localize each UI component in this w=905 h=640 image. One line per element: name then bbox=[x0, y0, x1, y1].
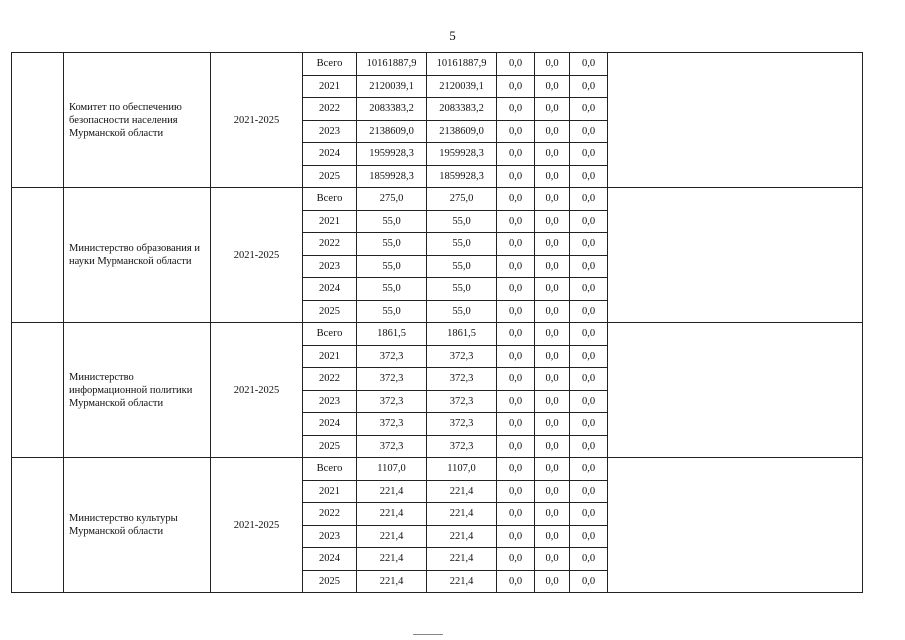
total-cell: 221,4 bbox=[357, 480, 427, 503]
federal-cell: 0,0 bbox=[497, 300, 535, 323]
year-cell: 2023 bbox=[303, 120, 357, 143]
total-cell: 372,3 bbox=[357, 345, 427, 368]
table-row bbox=[12, 458, 863, 481]
total-cell: 221,4 bbox=[357, 503, 427, 526]
other-cell: 0,0 bbox=[570, 255, 608, 278]
local-cell: 0,0 bbox=[535, 503, 570, 526]
local-cell: 0,0 bbox=[535, 368, 570, 391]
other-cell: 0,0 bbox=[570, 300, 608, 323]
other-cell: 0,0 bbox=[570, 165, 608, 188]
regional-cell: 372,3 bbox=[427, 345, 497, 368]
other-cell: 0,0 bbox=[570, 210, 608, 233]
federal-cell: 0,0 bbox=[497, 53, 535, 76]
other-cell: 0,0 bbox=[570, 53, 608, 76]
notes-cell bbox=[608, 458, 863, 593]
year-cell: 2021 bbox=[303, 345, 357, 368]
regional-cell: 221,4 bbox=[427, 480, 497, 503]
period-cell: 2021-2025 bbox=[211, 458, 303, 593]
total-cell: 10161887,9 bbox=[357, 53, 427, 76]
total-cell: 372,3 bbox=[357, 413, 427, 436]
total-cell: 55,0 bbox=[357, 255, 427, 278]
year-cell: 2022 bbox=[303, 233, 357, 256]
page-number: 5 bbox=[449, 28, 456, 43]
local-cell: 0,0 bbox=[535, 188, 570, 211]
federal-cell: 0,0 bbox=[497, 548, 535, 571]
year-cell: 2025 bbox=[303, 570, 357, 593]
other-cell: 0,0 bbox=[570, 345, 608, 368]
year-cell: Всего bbox=[303, 323, 357, 346]
year-cell: 2021 bbox=[303, 480, 357, 503]
federal-cell: 0,0 bbox=[497, 165, 535, 188]
local-cell: 0,0 bbox=[535, 255, 570, 278]
row-number-cell bbox=[12, 458, 64, 593]
local-cell: 0,0 bbox=[535, 53, 570, 76]
budget-table bbox=[11, 52, 863, 593]
federal-cell: 0,0 bbox=[497, 458, 535, 481]
other-cell: 0,0 bbox=[570, 98, 608, 121]
total-cell: 55,0 bbox=[357, 278, 427, 301]
total-cell: 372,3 bbox=[357, 390, 427, 413]
regional-cell: 1959928,3 bbox=[427, 143, 497, 166]
federal-cell: 0,0 bbox=[497, 188, 535, 211]
year-cell: 2023 bbox=[303, 390, 357, 413]
other-cell: 0,0 bbox=[570, 323, 608, 346]
total-cell: 2138609,0 bbox=[357, 120, 427, 143]
year-cell: 2024 bbox=[303, 548, 357, 571]
regional-cell: 10161887,9 bbox=[427, 53, 497, 76]
regional-cell: 221,4 bbox=[427, 570, 497, 593]
local-cell: 0,0 bbox=[535, 525, 570, 548]
regional-cell: 2120039,1 bbox=[427, 75, 497, 98]
local-cell: 0,0 bbox=[535, 390, 570, 413]
regional-cell: 55,0 bbox=[427, 300, 497, 323]
table-body bbox=[12, 53, 863, 593]
local-cell: 0,0 bbox=[535, 98, 570, 121]
local-cell: 0,0 bbox=[535, 570, 570, 593]
federal-cell: 0,0 bbox=[497, 480, 535, 503]
local-cell: 0,0 bbox=[535, 210, 570, 233]
federal-cell: 0,0 bbox=[497, 525, 535, 548]
total-cell: 1861,5 bbox=[357, 323, 427, 346]
total-cell: 1959928,3 bbox=[357, 143, 427, 166]
federal-cell: 0,0 bbox=[497, 75, 535, 98]
year-cell: Всего bbox=[303, 458, 357, 481]
local-cell: 0,0 bbox=[535, 413, 570, 436]
period-cell: 2021-2025 bbox=[211, 323, 303, 458]
regional-cell: 221,4 bbox=[427, 503, 497, 526]
local-cell: 0,0 bbox=[535, 233, 570, 256]
year-cell: 2024 bbox=[303, 413, 357, 436]
local-cell: 0,0 bbox=[535, 120, 570, 143]
total-cell: 55,0 bbox=[357, 210, 427, 233]
regional-cell: 221,4 bbox=[427, 548, 497, 571]
table-row bbox=[12, 53, 863, 76]
federal-cell: 0,0 bbox=[497, 435, 535, 458]
year-cell: 2022 bbox=[303, 98, 357, 121]
other-cell: 0,0 bbox=[570, 390, 608, 413]
other-cell: 0,0 bbox=[570, 525, 608, 548]
local-cell: 0,0 bbox=[535, 458, 570, 481]
table-row bbox=[12, 323, 863, 346]
local-cell: 0,0 bbox=[535, 300, 570, 323]
federal-cell: 0,0 bbox=[497, 390, 535, 413]
regional-cell: 372,3 bbox=[427, 368, 497, 391]
total-cell: 275,0 bbox=[357, 188, 427, 211]
total-cell: 2120039,1 bbox=[357, 75, 427, 98]
other-cell: 0,0 bbox=[570, 480, 608, 503]
total-cell: 55,0 bbox=[357, 233, 427, 256]
executor-cell: Комитет по обеспечению безопасности населения Мурманской области bbox=[64, 53, 211, 188]
total-cell: 221,4 bbox=[357, 525, 427, 548]
local-cell: 0,0 bbox=[535, 143, 570, 166]
year-cell: Всего bbox=[303, 53, 357, 76]
local-cell: 0,0 bbox=[535, 435, 570, 458]
total-cell: 372,3 bbox=[357, 435, 427, 458]
year-cell: 2023 bbox=[303, 255, 357, 278]
regional-cell: 55,0 bbox=[427, 278, 497, 301]
local-cell: 0,0 bbox=[535, 548, 570, 571]
other-cell: 0,0 bbox=[570, 503, 608, 526]
regional-cell: 2138609,0 bbox=[427, 120, 497, 143]
other-cell: 0,0 bbox=[570, 233, 608, 256]
regional-cell: 372,3 bbox=[427, 390, 497, 413]
local-cell: 0,0 bbox=[535, 345, 570, 368]
regional-cell: 55,0 bbox=[427, 255, 497, 278]
local-cell: 0,0 bbox=[535, 278, 570, 301]
other-cell: 0,0 bbox=[570, 278, 608, 301]
federal-cell: 0,0 bbox=[497, 503, 535, 526]
regional-cell: 275,0 bbox=[427, 188, 497, 211]
regional-cell: 1859928,3 bbox=[427, 165, 497, 188]
total-cell: 1107,0 bbox=[357, 458, 427, 481]
other-cell: 0,0 bbox=[570, 75, 608, 98]
year-cell: 2021 bbox=[303, 75, 357, 98]
local-cell: 0,0 bbox=[535, 165, 570, 188]
year-cell: Всего bbox=[303, 188, 357, 211]
federal-cell: 0,0 bbox=[497, 413, 535, 436]
other-cell: 0,0 bbox=[570, 458, 608, 481]
regional-cell: 55,0 bbox=[427, 210, 497, 233]
row-number-cell bbox=[12, 53, 64, 188]
local-cell: 0,0 bbox=[535, 75, 570, 98]
regional-cell: 372,3 bbox=[427, 435, 497, 458]
other-cell: 0,0 bbox=[570, 570, 608, 593]
local-cell: 0,0 bbox=[535, 323, 570, 346]
federal-cell: 0,0 bbox=[497, 210, 535, 233]
total-cell: 221,4 bbox=[357, 548, 427, 571]
year-cell: 2024 bbox=[303, 143, 357, 166]
regional-cell: 2083383,2 bbox=[427, 98, 497, 121]
year-cell: 2025 bbox=[303, 300, 357, 323]
row-number-cell bbox=[12, 188, 64, 323]
other-cell: 0,0 bbox=[570, 188, 608, 211]
regional-cell: 221,4 bbox=[427, 525, 497, 548]
regional-cell: 1861,5 bbox=[427, 323, 497, 346]
federal-cell: 0,0 bbox=[497, 570, 535, 593]
notes-cell bbox=[608, 323, 863, 458]
year-cell: 2025 bbox=[303, 435, 357, 458]
executor-cell: Министерство информационной политики Мурманской области bbox=[64, 323, 211, 458]
federal-cell: 0,0 bbox=[497, 143, 535, 166]
year-cell: 2022 bbox=[303, 503, 357, 526]
federal-cell: 0,0 bbox=[497, 368, 535, 391]
federal-cell: 0,0 bbox=[497, 278, 535, 301]
year-cell: 2024 bbox=[303, 278, 357, 301]
other-cell: 0,0 bbox=[570, 368, 608, 391]
federal-cell: 0,0 bbox=[497, 98, 535, 121]
total-cell: 372,3 bbox=[357, 368, 427, 391]
period-cell: 2021-2025 bbox=[211, 53, 303, 188]
other-cell: 0,0 bbox=[570, 120, 608, 143]
total-cell: 1859928,3 bbox=[357, 165, 427, 188]
year-cell: 2021 bbox=[303, 210, 357, 233]
row-number-cell bbox=[12, 323, 64, 458]
other-cell: 0,0 bbox=[570, 143, 608, 166]
year-cell: 2025 bbox=[303, 165, 357, 188]
page-edge-mark bbox=[413, 634, 443, 635]
regional-cell: 55,0 bbox=[427, 233, 497, 256]
period-cell: 2021-2025 bbox=[211, 188, 303, 323]
total-cell: 221,4 bbox=[357, 570, 427, 593]
other-cell: 0,0 bbox=[570, 413, 608, 436]
federal-cell: 0,0 bbox=[497, 323, 535, 346]
executor-cell: Министерство культуры Мурманской области bbox=[64, 458, 211, 593]
total-cell: 2083383,2 bbox=[357, 98, 427, 121]
table-row bbox=[12, 188, 863, 211]
notes-cell bbox=[608, 53, 863, 188]
federal-cell: 0,0 bbox=[497, 345, 535, 368]
total-cell: 55,0 bbox=[357, 300, 427, 323]
federal-cell: 0,0 bbox=[497, 120, 535, 143]
local-cell: 0,0 bbox=[535, 480, 570, 503]
regional-cell: 372,3 bbox=[427, 413, 497, 436]
other-cell: 0,0 bbox=[570, 548, 608, 571]
regional-cell: 1107,0 bbox=[427, 458, 497, 481]
federal-cell: 0,0 bbox=[497, 233, 535, 256]
year-cell: 2022 bbox=[303, 368, 357, 391]
other-cell: 0,0 bbox=[570, 435, 608, 458]
notes-cell bbox=[608, 188, 863, 323]
federal-cell: 0,0 bbox=[497, 255, 535, 278]
year-cell: 2023 bbox=[303, 525, 357, 548]
executor-cell: Министерство образования и науки Мурманской области bbox=[64, 188, 211, 323]
